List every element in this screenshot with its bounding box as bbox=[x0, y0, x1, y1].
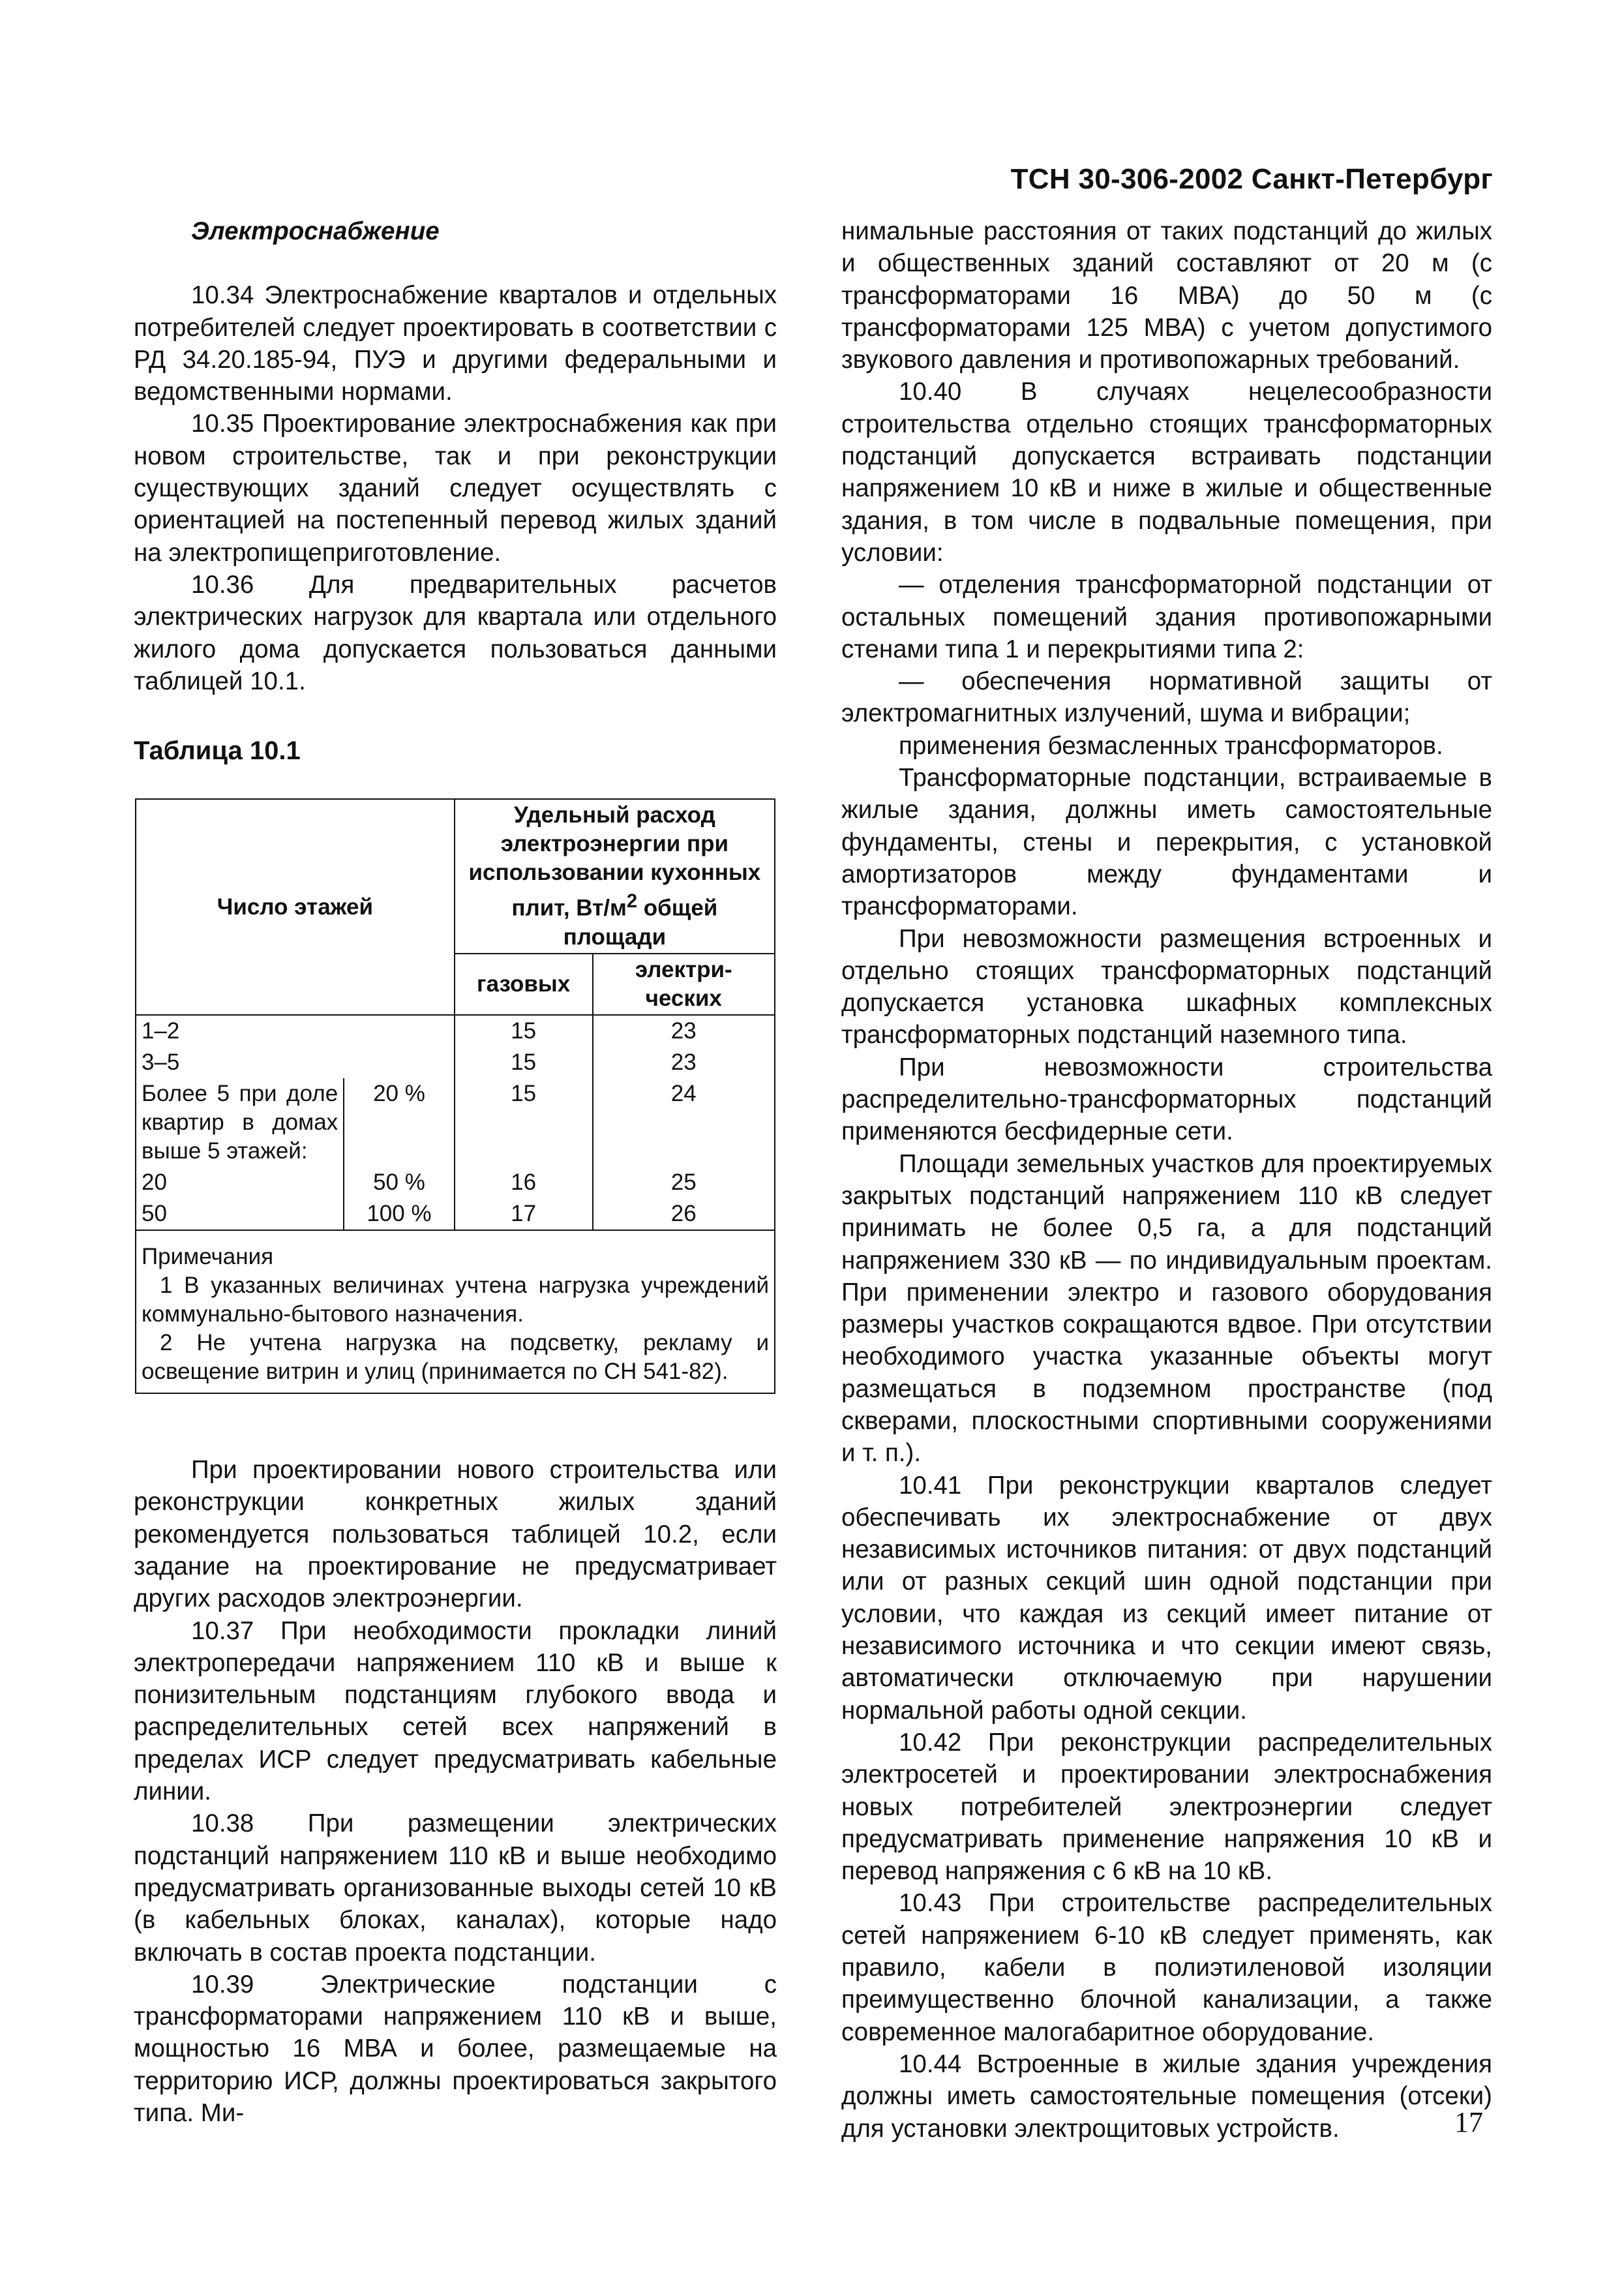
paragraph-10-42: 10.42 При реконструкции распределительных электросетей и проектировании электроснабжения новых потребителей электроэнергии следует предусматривать применение напряжения 10 кВ и перевод напряжения с 6 кВ на 10 кВ. bbox=[841, 1728, 1492, 1886]
electric-cell: 24 bbox=[593, 1078, 775, 1167]
floors-cell: 50 bbox=[136, 1198, 344, 1230]
gas-cell: 15 bbox=[455, 1078, 593, 1167]
header-floors: Число этажей bbox=[136, 799, 455, 1015]
share-cell: 20 % bbox=[373, 1081, 425, 1107]
paragraph-10-35: 10.35 Проектирование электроснабжения как при новом строительстве, так и при реконструкции существующих зданий следует осуществлять с ориентацией на постепенный перевод жилых зданий на электропищеприготовление. bbox=[134, 410, 777, 567]
paragraph-10-41: 10.41 При реконструкции кварталов следует обеспечивать их электроснабжение от двух независимых источников питания: от двух подстанций или от разных секций шин одной подстанции при условии, что каждая из секций имеет питание от независимого источника и что секции имеют связь, автоматически отключаемую при нарушении нормальной работы одной секции. bbox=[841, 1471, 1492, 1725]
paragraph-10-36: 10.36 Для предварительных расчетов электрических нагрузок для квартала или отдельного жилого дома допускается пользоваться данными таблицей 10.1. bbox=[134, 570, 777, 695]
left-column bbox=[134, 215, 777, 2129]
paragraph-10-37: 10.37 При необходимости прокладки линий электропередачи напряжением 110 кВ и выше к понизительным подстанциям глубокого ввода и распределительных сетей всех напряжений в пределах ИСР следует предусматривать кабельные линии. bbox=[134, 1616, 777, 1806]
paragraph-10-44: 10.44 Встроенные в жилые здания учреждения должны иметь самостоятельные помещения (отсеки) для установки электрощитовых устройств. bbox=[841, 2049, 1492, 2143]
electric-cell: 26 bbox=[593, 1198, 775, 1230]
paragraph-10-43: 10.43 При строительстве распределительных сетей напряжением 6-10 кВ следует применять, как правило, кабели в полиэтиленовой изоляции преимущественно блочной канализации, а также современное малогабаритное оборудование. bbox=[841, 1889, 1492, 2046]
table-row bbox=[136, 1198, 775, 1230]
floors-cell: 20 bbox=[136, 1167, 344, 1198]
paragraph-10-40: 10.40 В случаях нецелесообразности строительства отдельно стоящих трансформаторных подстанций допускается встраивать подстанции напряжением 10 кВ и ниже в жилые и общественные здания, в том числе в подвальные помещения, при условии: bbox=[841, 378, 1492, 567]
paragraph-built-in-substations: Трансформаторные подстанции, встраиваемые в жилые здания, должны иметь самостоятельные фундаменты, стены и перекрытия, с установкой амортизаторов между фундаментами и трансформаторами. bbox=[841, 764, 1492, 921]
electric-cell: 25 bbox=[593, 1167, 775, 1198]
note-2: 2 Не учтена нагрузка на подсветку, рекламу и освещение витрин и улиц (принимается по СН 541-82). bbox=[142, 1330, 769, 1385]
header-gas: газовых bbox=[455, 954, 593, 1015]
header-electric: электри- ческих bbox=[593, 954, 775, 1015]
electric-cell: 23 bbox=[593, 1015, 775, 1047]
note-1: 1 В указанных величинах учтена нагрузка учреждений коммунально-бытового назначения. bbox=[142, 1273, 769, 1327]
page-number: 17 bbox=[1454, 2106, 1483, 2138]
floors-cell: 3–5 bbox=[136, 1047, 455, 1078]
right-column bbox=[841, 215, 1492, 2145]
paragraph-10-39: 10.39 Электрические подстанции с трансформаторами напряжением 110 кВ и выше, мощностью 16 МВА и более, размещаемые на территорию ИСР, должны проектироваться закрытого типа. Ми- bbox=[134, 1970, 777, 2128]
table-row bbox=[136, 1047, 775, 1078]
paragraph-feederless: При невозможности строительства распределительно-трансформаторных подстанций применяются бесфидерные сети. bbox=[841, 1053, 1492, 1146]
electric-cell: 23 bbox=[593, 1047, 775, 1078]
paragraph-cabinet-substations: При невозможности размещения встроенных и отдельно стоящих трансформаторных подстанций допускается установка шкафных комплексных трансформаторных подстанций наземного типа. bbox=[841, 924, 1492, 1050]
table-row bbox=[136, 1015, 775, 1047]
header-consumption: Удельный расход электроэнергии при использовании кухонных плит, $Вт/м^2$ общей площади bbox=[455, 799, 775, 954]
list-item-emi-protection: — обеспечения нормативной защиты от электромагнитных излучений, шума и вибрации; bbox=[841, 667, 1492, 728]
floors-cell: 1–2 bbox=[136, 1015, 455, 1047]
share-cell: 100 % bbox=[344, 1198, 455, 1230]
list-item-oil-free: применения безмасленных трансформаторов. bbox=[899, 731, 1443, 760]
share-cell: 50 % bbox=[373, 1170, 425, 1196]
paragraph-10-38: 10.38 При размещении электрических подстанций напряжением 110 кВ и выше необходимо предусматривать организованные выходы сетей 10 кВ (в кабельных блоках, каналах), которые надо включать в состав проекта подстанции. bbox=[134, 1809, 777, 1967]
paragraph-10-34: 10.34 Электроснабжение кварталов и отдельных потребителей следует проектировать в соответствии с РД 34.20.185-94, ПУЭ и другими федеральными и ведомственными нормами. bbox=[134, 281, 777, 406]
document-header: ТСН 30-306-2002 Санкт-Петербург bbox=[1010, 163, 1493, 195]
paragraph-10-39-cont: нимальные расстояния от таких подстанций до жилых и общественных зданий составляют от 20 м (с трансформаторами 16 МВА) до 50 м (с трансформаторами 125 МВА) с учетом допустимого звукового давления и противопожарных требований. bbox=[841, 217, 1492, 374]
section-title: Электроснабжение bbox=[191, 217, 440, 245]
table-caption: Таблица 10.1 bbox=[134, 736, 301, 766]
gas-cell: 17 bbox=[455, 1198, 593, 1230]
table-10-1 bbox=[135, 798, 777, 1394]
paragraph-land-areas: Площади земельных участков для проектируемых закрытых подстанций напряжением 110 кВ следует принимать не более 0,5 га, а для подстанций напряжением 330 кВ — по индивидуальным проектам. При применении электро и газового оборудования размеры участков сокращаются вдвое. При отсутствии необходимого участка указанные объекты могут размещаться в подземном пространстве (под скверами, плоскостными спортивными сооружениями и т. п.). bbox=[841, 1149, 1492, 1468]
list-item-fire-walls: — отделения трансформаторной подстанции от остальных помещений здания противопожарными стенами типа 1 и перекрытиями типа 2: bbox=[841, 571, 1492, 663]
floors-cell: Более 5 при доле квартир в домах выше 5 этажей: bbox=[136, 1078, 344, 1167]
table-row bbox=[136, 1167, 775, 1198]
gas-cell: 15 bbox=[455, 1015, 593, 1047]
table-row bbox=[136, 1078, 775, 1167]
paragraph-table-ref: При проектировании нового строительства или реконструкции конкретных жилых зданий рекомендуется пользоваться таблицей 10.2, если задание на проектирование не предусматривает других расходов электроэнергии. bbox=[134, 1456, 777, 1613]
gas-cell: 15 bbox=[455, 1047, 593, 1078]
notes-title: Примечания bbox=[142, 1244, 274, 1270]
table-notes bbox=[136, 1230, 775, 1393]
gas-cell: 16 bbox=[455, 1167, 593, 1198]
